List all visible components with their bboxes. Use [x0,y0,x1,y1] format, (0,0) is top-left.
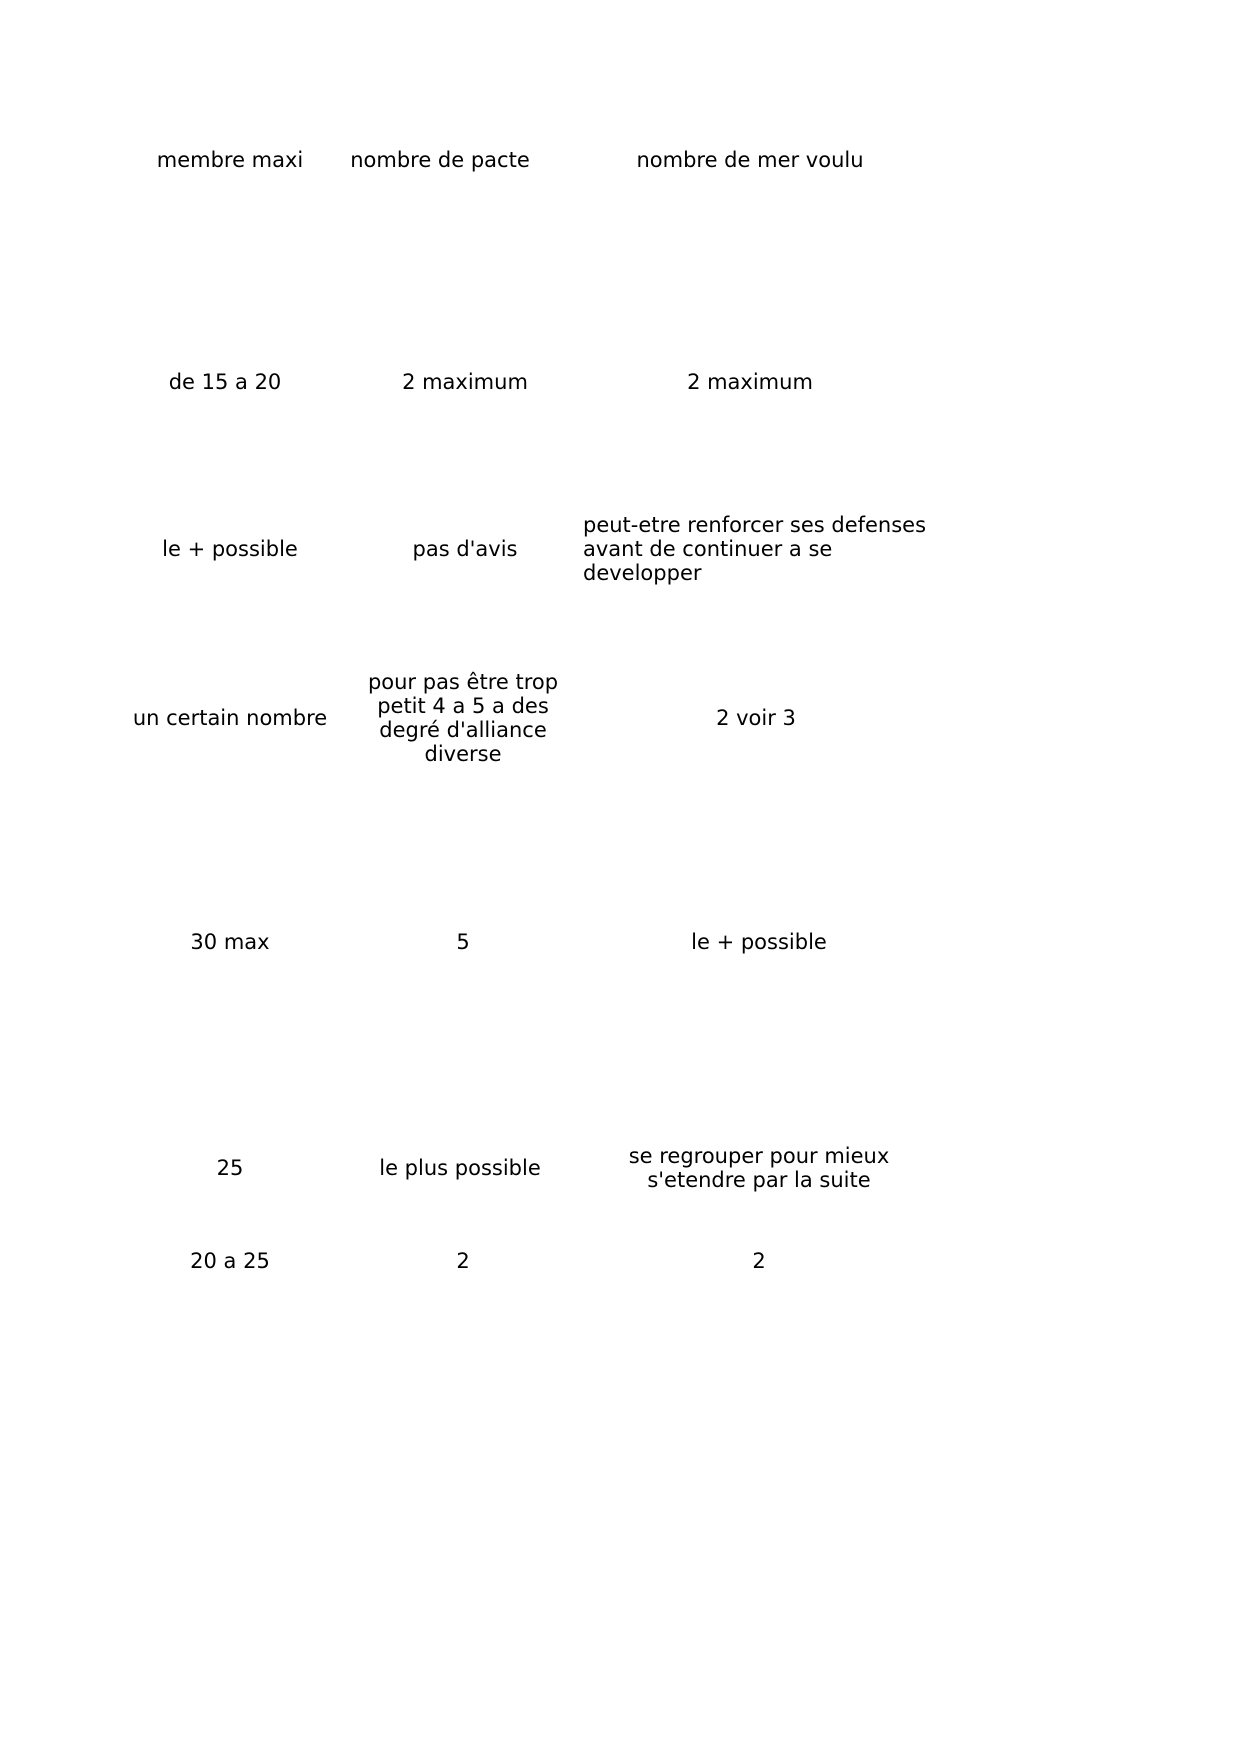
cell-row5-col1: 25 [216,1156,244,1180]
cell-row5-col2: le plus possible [379,1156,541,1180]
header-nombre-de-pacte: nombre de pacte [350,148,530,172]
cell-row2-col3: peut-etre renforcer ses defenses avant de continuer a se developper [583,513,927,585]
cell-row4-col2: 5 [456,930,470,954]
cell-row1-col2: 2 maximum [402,370,528,394]
cell-row3-col1: un certain nombre [132,706,328,730]
cell-row6-col2: 2 [456,1249,470,1273]
cell-row6-col1: 20 a 25 [190,1249,270,1273]
cell-row3-col3: 2 voir 3 [716,706,796,730]
cell-row3-col2: pour pas être trop petit 4 a 5 a des degré d'alliance diverse [367,670,559,766]
cell-row4-col3: le + possible [691,930,827,954]
cell-row1-col3: 2 maximum [687,370,813,394]
cell-row2-col2: pas d'avis [412,537,518,561]
cell-row2-col1: le + possible [162,537,298,561]
cell-row5-col3: se regrouper pour mieux s'etendre par la suite [628,1144,890,1192]
cell-row6-col3: 2 [752,1249,766,1273]
cell-row4-col1: 30 max [190,930,270,954]
header-membre-maxi: membre maxi [156,148,304,172]
cell-row1-col1: de 15 a 20 [168,370,282,394]
header-nombre-de-mer-voulu: nombre de mer voulu [636,148,864,172]
